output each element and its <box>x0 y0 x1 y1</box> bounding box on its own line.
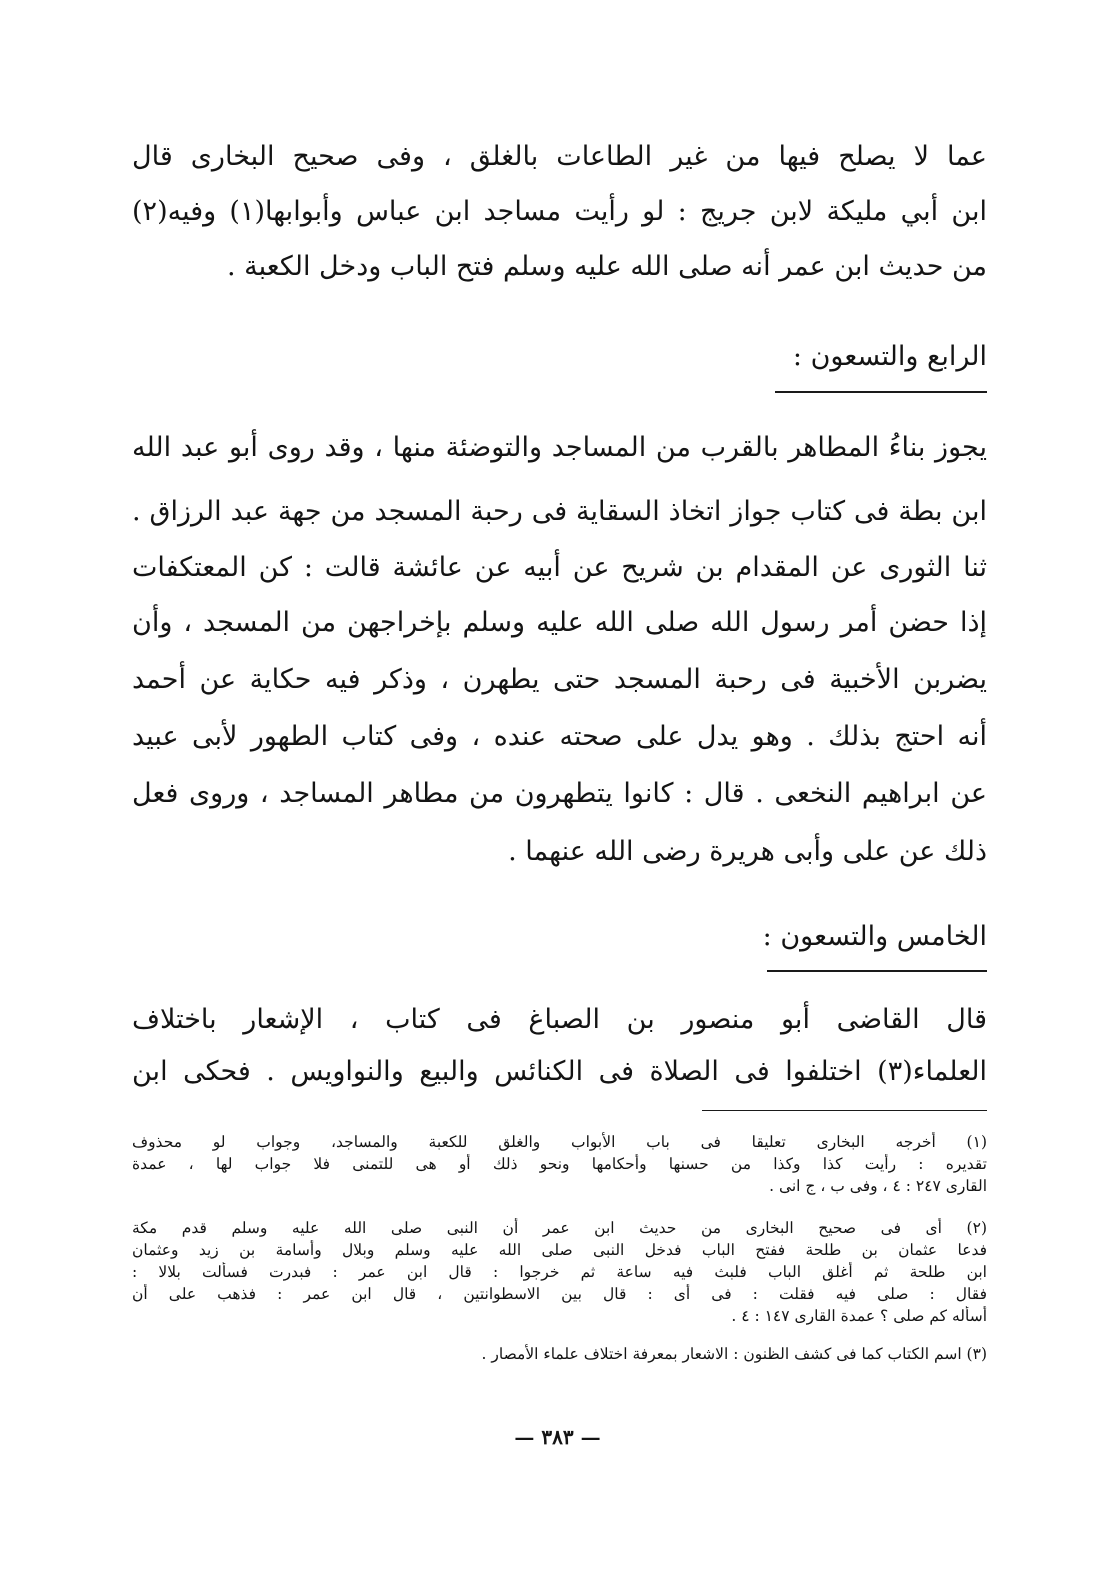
footnote-separator <box>702 1110 987 1111</box>
body-line: قال القاضى أبو منصور بن الصباغ فى كتاب ، الإشعار باختلاف <box>132 1004 987 1035</box>
heading-underline <box>775 391 987 393</box>
body-line: يجوز بناءُ المطاهر بالقرب من المساجد والتوضئة منها ، وقد روى أبو عبد الله <box>132 432 987 463</box>
footnote-3-line: (٣) اسم الكتاب كما فى كشف الظنون : الاشعار بمعرفة اختلاف علماء الأمصار . <box>481 1345 987 1363</box>
footnote-2-line: (٢) أى فى صحيح البخارى من حديث ابن عمر أن النبى صلى الله عليه وسلم قدم مكة <box>132 1219 987 1237</box>
body-line: أنه احتج بذلك . وهو يدل على صحته عنده ، وفى كتاب الطهور لأبى عبيد <box>132 721 987 752</box>
body-line: يضربن الأخبية فى رحبة المسجد حتى يطهرن ، وذكر فيه حكاية عن أحمد <box>132 664 987 695</box>
body-line: من حديث ابن عمر أنه صلى الله عليه وسلم فتح الباب ودخل الكعبة . <box>227 251 987 282</box>
section-heading-95: الخامس والتسعون : <box>762 921 987 952</box>
footnote-2-line: أسأله كم صلى ؟ عمدة القارى ١٤٧ : ٤ . <box>731 1307 987 1325</box>
body-line: ابن أبي مليكة لابن جريج : لو رأيت مساجد ابن عباس وأبوابها(١) وفيه(٢) <box>132 196 987 227</box>
footnote-1-line: (١) أخرجه البخارى تعليقا فى باب الأبواب والغلق للكعبة والمساجد، وجواب لو محذوف <box>132 1133 987 1151</box>
section-heading-94: الرابع والتسعون : <box>792 341 987 372</box>
body-line: عما لا يصلح فيها من غير الطاعات بالغلق ، وفى صحيح البخارى قال <box>132 141 987 172</box>
footnote-2-line: ابن طلحة ثم أغلق الباب فلبث فيه ساعة ثم خرجوا : قال ابن عمر : فبدرت فسألت بلالا : <box>132 1263 987 1281</box>
body-line: ثنا الثورى عن المقدام بن شريح عن أبيه عن عائشة قالت : كن المعتكفات <box>132 552 987 583</box>
footnote-1-line: تقديره : رأيت كذا وكذا من حسنها وأحكامها ونحو ذلك أو هى للتمنى فلا جواب لها ، عمدة <box>132 1155 987 1173</box>
footnote-1-line: القارى ٢٤٧ : ٤ ، وفى ب ، ج انى . <box>769 1177 987 1195</box>
footnote-2-line: فدعا عثمان بن طلحة ففتح الباب فدخل النبى صلى الله عليه وسلم وبلال وأسامة بن زيد وعثمان <box>132 1241 987 1259</box>
body-line: إذا حضن أمر رسول الله صلى الله عليه وسلم بإخراجهن من المسجد ، وأن <box>132 607 987 638</box>
body-line: ابن بطة فى كتاب جواز اتخاذ السقاية فى رحبة المسجد من جهة عبد الرزاق . <box>132 496 987 527</box>
body-line: العلماء(٣) اختلفوا فى الصلاة فى الكنائس والبيع والنواويس . فحكى ابن <box>132 1056 987 1087</box>
page-number: — ٣٨٣ — <box>514 1425 601 1449</box>
heading-underline <box>767 970 987 972</box>
body-line: ذلك عن على وأبى هريرة رضى الله عنهما . <box>508 836 987 867</box>
body-line: عن ابراهيم النخعى . قال : كانوا يتطهرون من مطاهر المساجد ، وروى فعل <box>132 778 987 809</box>
footnote-2-line: فقال : صلى فيه فقلت : فى أى : قال بين الاسطوانتين ، قال ابن عمر : فذهب على أن <box>132 1285 987 1303</box>
